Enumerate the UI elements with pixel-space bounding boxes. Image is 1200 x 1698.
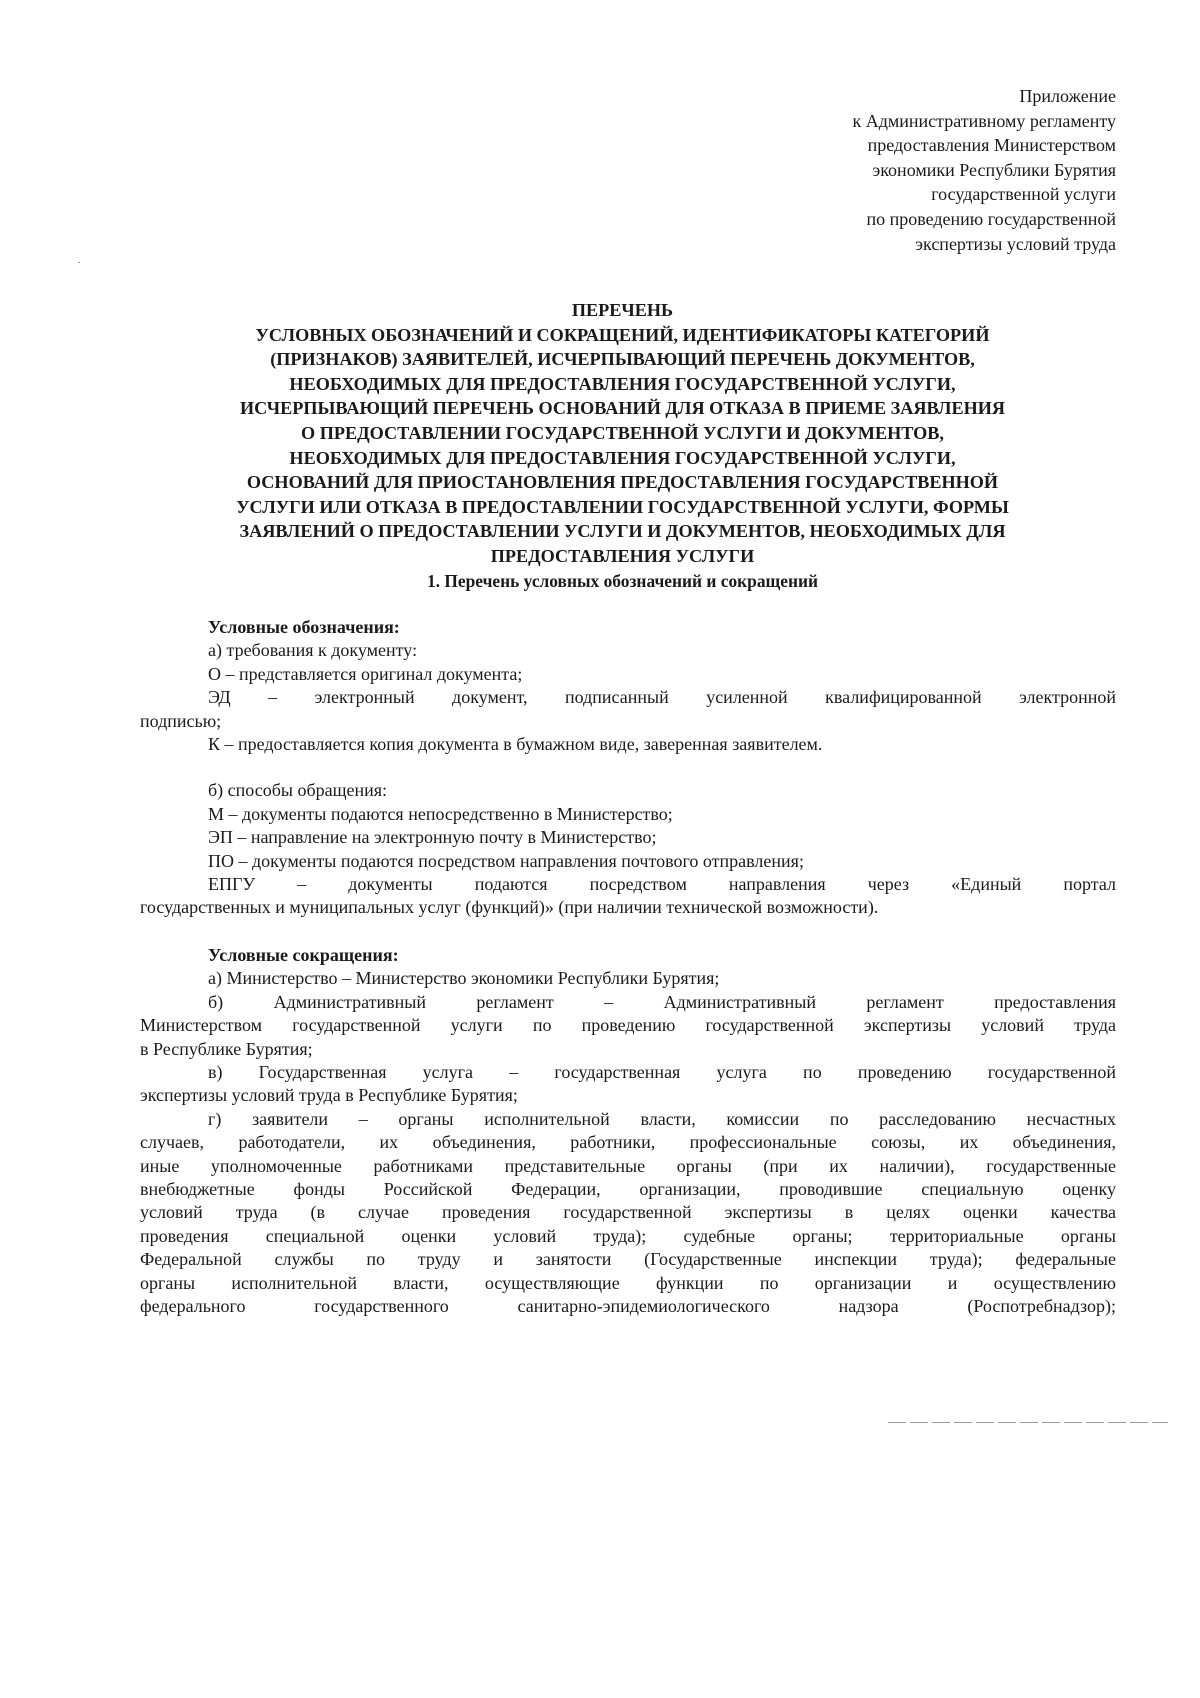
- document-title: [130, 298, 1115, 569]
- title-line: ИСЧЕРПЫВАЮЩИЙ ПЕРЕЧЕНЬ ОСНОВАНИЙ ДЛЯ ОТКАЗА В ПРИЕМЕ ЗАЯВЛЕНИЯ: [239, 398, 1006, 419]
- abbreviation-item: в) Государственная услуга – государственная услуга по проведению государственной: [208, 1061, 1116, 1082]
- abbreviation-item-cont: Федеральной службы по труду и занятости (Государственные инспекции труда); федеральные: [140, 1249, 1116, 1270]
- abbreviation-item-cont: органы исполнительной власти, осуществляющие функции по организации и осуществлению: [140, 1272, 1116, 1293]
- title-line: НЕОБХОДИМЫХ ДЛЯ ПРЕДОСТАВЛЕНИЯ ГОСУДАРСТВЕННОЙ УСЛУГИ,: [289, 373, 956, 394]
- paragraph-gap: [140, 920, 1116, 944]
- section-body: [140, 616, 1116, 1318]
- abbreviation-item-cont: случаев, работодатели, их объединения, работники, профессиональные союзы, их объединения,: [140, 1132, 1116, 1153]
- abbreviation-item: б) Административный регламент – Административный регламент предоставления: [208, 991, 1116, 1012]
- abbreviation-item: г) заявители – органы исполнительной власти, комиссии по расследованию несчастных: [208, 1108, 1116, 1129]
- title-line: О ПРЕДОСТАВЛЕНИИ ГОСУДАРСТВЕННОЙ УСЛУГИ И ДОКУМЕНТОВ,: [301, 422, 944, 443]
- annex-line: экономики Республики Бурятия: [872, 159, 1116, 180]
- abbreviation-item-cont: в Республике Бурятия;: [140, 1038, 313, 1059]
- requirement-item-cont: подписью;: [140, 710, 222, 731]
- section-heading: 1. Перечень условных обозначений и сокращений: [426, 571, 819, 591]
- method-item: ЭП – направление на электронную почту в Министерство;: [208, 827, 657, 848]
- paragraph-gap: [140, 756, 1116, 779]
- methods-heading: б) способы обращения:: [208, 780, 388, 801]
- requirement-item: К – предоставляется копия документа в бумажном виде, заверенная заявителем.: [208, 734, 823, 755]
- requirement-item: О – представляется оригинал документа;: [208, 663, 523, 684]
- method-item: ЕПГУ – документы подаются посредством направления через «Единый портал: [208, 874, 1116, 895]
- title-line: НЕОБХОДИМЫХ ДЛЯ ПРЕДОСТАВЛЕНИЯ ГОСУДАРСТВЕННОЙ УСЛУГИ,: [289, 447, 956, 468]
- title-line: УСЛОВНЫХ ОБОЗНАЧЕНИЙ И СОКРАЩЕНИЙ, ИДЕНТИФИКАТОРЫ КАТЕГОРИЙ: [255, 324, 990, 345]
- title-line: ПЕРЕЧЕНЬ: [571, 300, 674, 320]
- annex-line: экспертизы условий труда: [915, 233, 1116, 254]
- title-line: ПРЕДОСТАВЛЕНИЯ УСЛУГИ: [490, 545, 755, 566]
- requirements-heading: а) требования к документу:: [208, 640, 418, 661]
- abbreviation-item-cont: проведения специальной оценки условий труда); судебные органы; территориальные органы: [140, 1225, 1116, 1246]
- annex-line: предоставления Министерством: [867, 135, 1116, 156]
- abbreviation-item-cont: условий труда (в случае проведения государственной экспертизы в целях оценки качества: [140, 1202, 1116, 1223]
- title-line: УСЛУГИ ИЛИ ОТКАЗА В ПРЕДОСТАВЛЕНИИ ГОСУДАРСТВЕННОЙ УСЛУГИ, ФОРМЫ: [236, 496, 1009, 517]
- designations-heading: Условные обозначения:: [208, 617, 400, 637]
- abbreviation-item-cont: иные уполномоченные работниками представительные органы (при их наличии), государственные: [140, 1155, 1116, 1176]
- method-item: ПО – документы подаются посредством направления почтового отправления;: [208, 850, 804, 871]
- scan-speck: [78, 262, 80, 263]
- annex-header: [596, 84, 1116, 256]
- annex-line: к Административному регламенту: [852, 110, 1116, 131]
- abbreviation-item: а) Министерство – Министерство экономики Республики Бурятия;: [208, 968, 720, 989]
- abbreviations-heading: Условные сокращения:: [208, 944, 399, 965]
- abbreviation-item-cont: экспертизы условий труда в Республике Бурятия;: [140, 1085, 518, 1106]
- annex-line: Приложение: [1019, 86, 1116, 106]
- requirement-item: ЭД – электронный документ, подписанный усиленной квалифицированной электронной: [208, 687, 1116, 708]
- title-line: ОСНОВАНИЙ ДЛЯ ПРИОСТАНОВЛЕНИЯ ПРЕДОСТАВЛЕНИЯ ГОСУДАРСТВЕННОЙ: [246, 472, 999, 493]
- abbreviation-item-cont: Министерством государственной услуги по проведению государственной экспертизы условий труда: [140, 1015, 1116, 1036]
- title-line: ЗАЯВЛЕНИЙ О ПРЕДОСТАВЛЕНИИ УСЛУГИ И ДОКУМЕНТОВ, НЕОБХОДИМЫХ ДЛЯ: [239, 521, 1006, 542]
- method-item-cont: государственных и муниципальных услуг (функций)» (при наличии технической возможности).: [140, 897, 879, 918]
- annex-line: по проведению государственной: [866, 208, 1116, 229]
- annex-line: государственной услуги: [931, 184, 1116, 205]
- method-item: М – документы подаются непосредственно в Министерство;: [208, 803, 673, 824]
- scan-artifact-line: [888, 1422, 1168, 1423]
- abbreviation-item-cont: внебюджетные фонды Российской Федерации, организации, проводившие специальную оценку: [140, 1178, 1116, 1199]
- abbreviation-item-cont: федерального государственного санитарно-эпидемиологического надзора (Роспотребнадзор);: [140, 1295, 1116, 1316]
- title-line: (ПРИЗНАКОВ) ЗАЯВИТЕЛЕЙ, ИСЧЕРПЫВАЮЩИЙ ПЕРЕЧЕНЬ ДОКУМЕНТОВ,: [270, 349, 975, 370]
